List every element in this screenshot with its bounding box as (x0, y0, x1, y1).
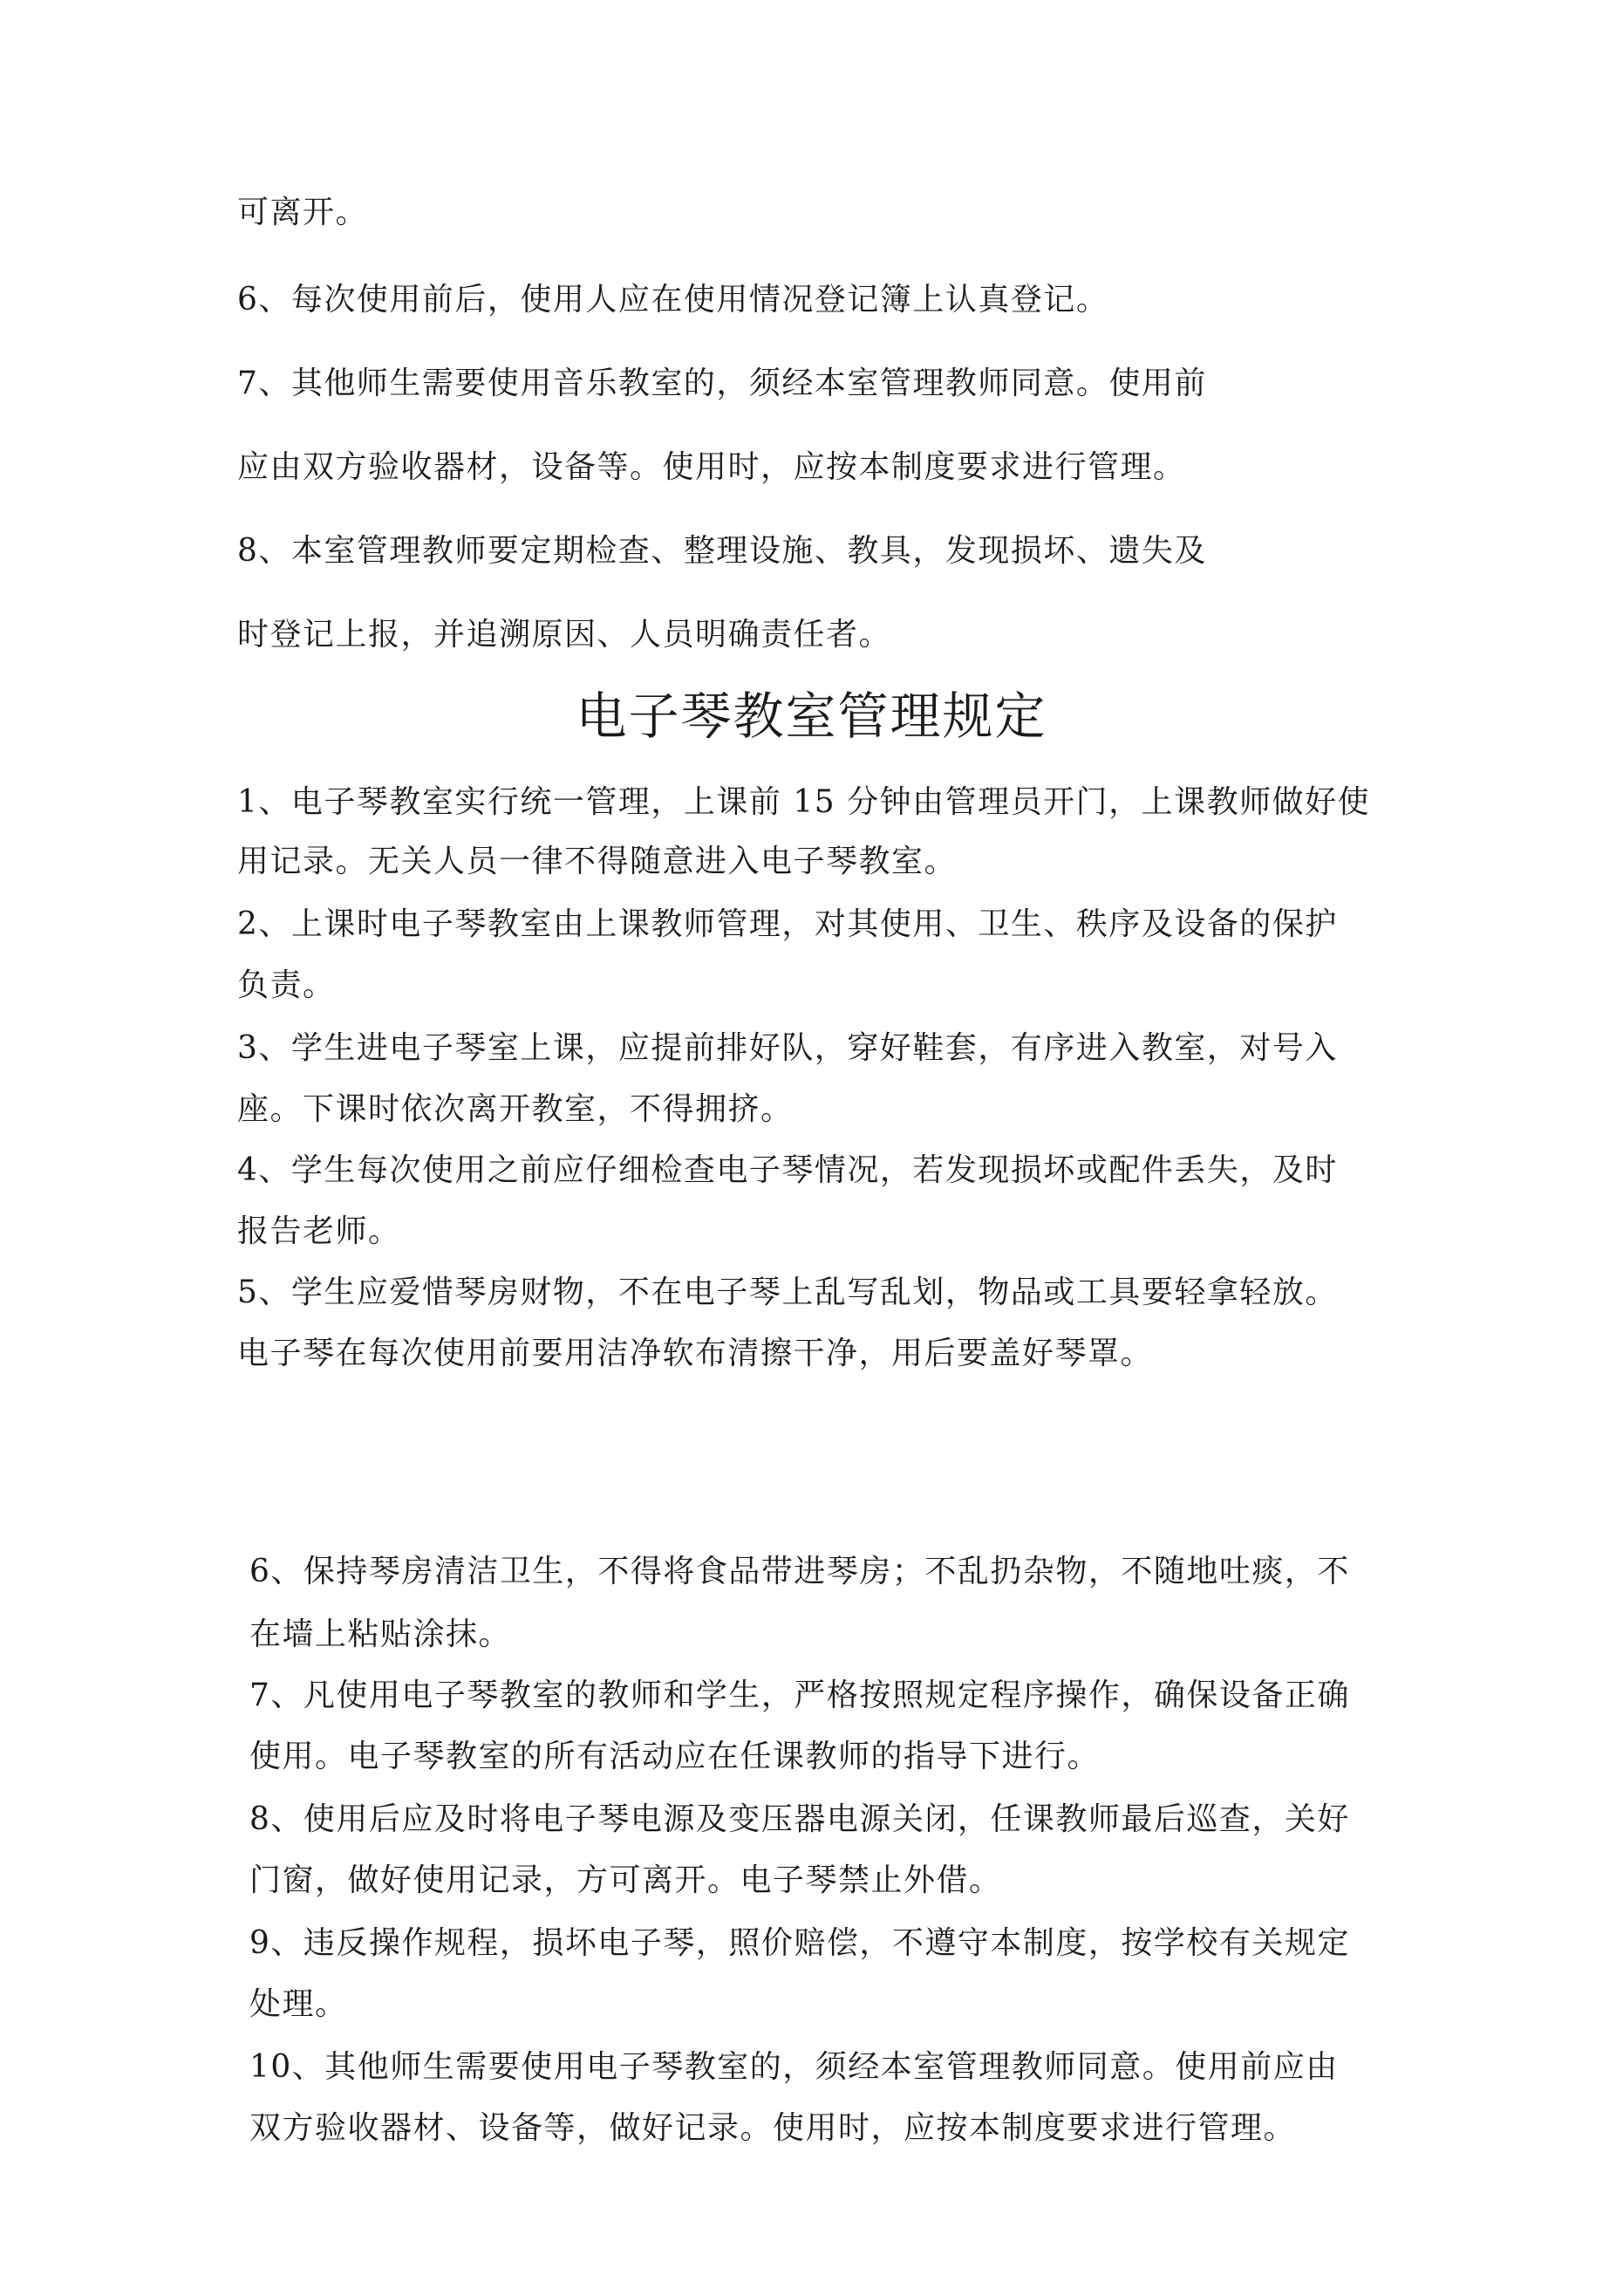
text-line: 1、电子琴教室实行统一管理，上课前 15 分钟由管理员开门，上课教师做好使 (237, 784, 1371, 820)
text-line: 负责。 (237, 967, 336, 1003)
text-line: 8、本室管理教师要定期检查、整理设施、教具，发现损坏、遗失及 (237, 533, 1207, 569)
text-line: 10、其他师生需要使用电子琴教室的，须经本室管理教师同意。使用前应由 (249, 2049, 1339, 2085)
section-title: 电子琴教室管理规定 (576, 687, 1047, 746)
text-line: 9、违反操作规程，损坏电子琴，照价赔偿，不遵守本制度，按学校有关规定 (249, 1925, 1350, 1961)
text-line: 在墙上粘贴涂抹。 (249, 1616, 512, 1652)
text-line: 2、上课时电子琴教室由上课教师管理，对其使用、卫生、秩序及设备的保护 (237, 906, 1338, 942)
text-line: 用记录。无关人员一律不得随意进入电子琴教室。 (237, 844, 958, 879)
text-line: 可离开。 (237, 195, 369, 230)
text-line: 4、学生每次使用之前应仔细检查电子琴情况，若发现损坏或配件丢失，及时 (237, 1152, 1338, 1188)
text-line: 8、使用后应及时将电子琴电源及变压器电源关闭，任课教师最后巡查，关好 (249, 1801, 1350, 1837)
text-line: 报告老师。 (237, 1213, 401, 1249)
text-line: 门窗，做好使用记录，方可离开。电子琴禁止外借。 (249, 1862, 1002, 1898)
text-line: 处理。 (249, 1986, 348, 2022)
text-line: 电子琴在每次使用前要用洁净软布清擦干净，用后要盖好琴罩。 (237, 1336, 1154, 1371)
text-line: 座。下课时依次离开教室，不得拥挤。 (237, 1091, 794, 1127)
text-line: 时登记上报，并追溯原因、人员明确责任者。 (237, 617, 892, 653)
text-line: 双方验收器材、设备等，做好记录。使用时，应按本制度要求进行管理。 (249, 2110, 1297, 2146)
text-line: 使用。电子琴教室的所有活动应在任课教师的指导下进行。 (249, 1739, 1101, 1774)
text-line: 应由双方验收器材，设备等。使用时，应按本制度要求进行管理。 (237, 449, 1186, 485)
text-line: 7、凡使用电子琴教室的教师和学生，严格按照规定程序操作，确保设备正确 (249, 1678, 1350, 1713)
text-line: 3、学生进电子琴室上课，应提前排好队，穿好鞋套，有序进入教室，对号入 (237, 1030, 1338, 1066)
text-line: 6、保持琴房清洁卫生，不得将食品带进琴房；不乱扔杂物，不随地吐痰，不 (249, 1554, 1350, 1589)
text-line: 7、其他师生需要使用音乐教室的，须经本室管理教师同意。使用前 (237, 366, 1207, 401)
text-line: 6、每次使用前后，使用人应在使用情况登记簿上认真登记。 (237, 282, 1109, 318)
text-line: 5、学生应爱惜琴房财物，不在电子琴上乱写乱划，物品或工具要轻拿轻放。 (237, 1274, 1338, 1310)
